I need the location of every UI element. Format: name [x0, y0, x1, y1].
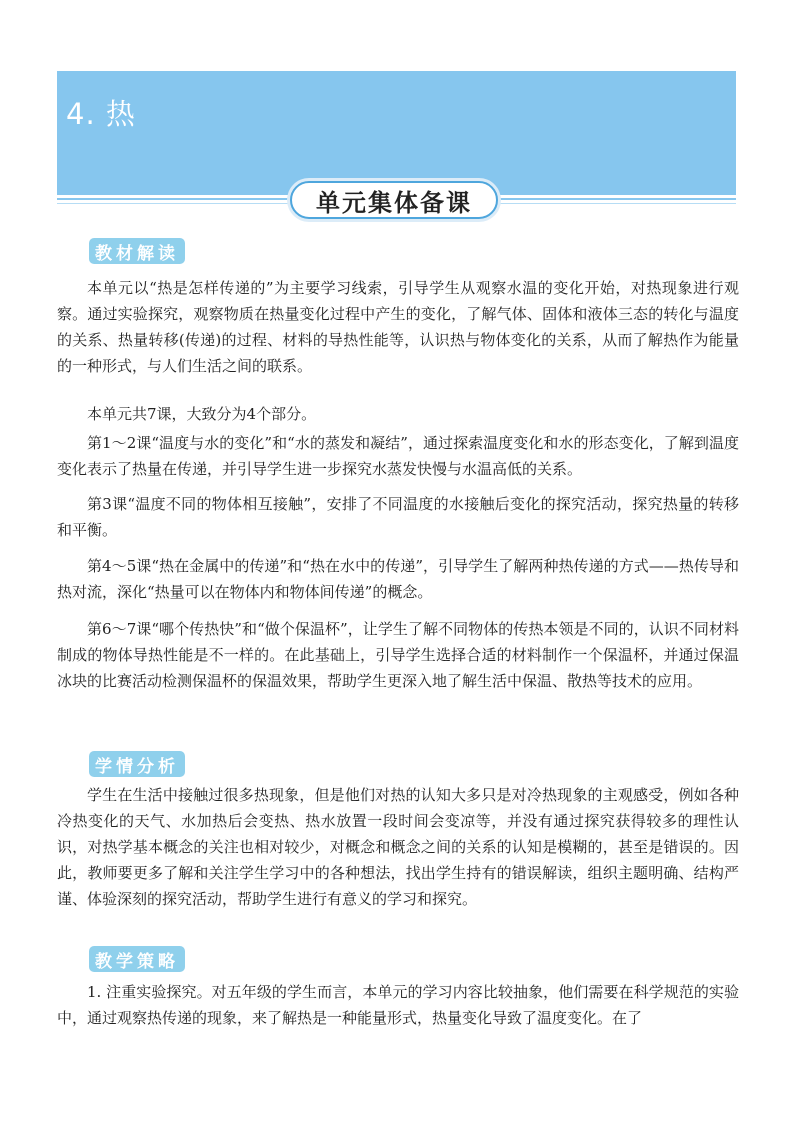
- section-heading-text: 单元集体备课: [316, 188, 472, 217]
- paragraph: 第6～7课“哪个传热快”和“做个保温杯”，让学生了解不同物体的传热本领是不同的，认识不同材料制成的物体导热性能是不一样的。在此基础上，引导学生选择合适的材料制作一个保温杯，并通过保温冰块的比赛活动检测保温杯的保温效果，帮助学生更深入地了解生活中保温、散热等技术的应用。: [57, 620, 739, 690]
- section-label-teaching-strategy: 教学策略: [89, 946, 185, 972]
- paragraph: 本单元共7课，大致分为4个部分。: [87, 405, 317, 423]
- paragraph: 本单元以“热是怎样传递的”为主要学习线索，引导学生从观察水温的变化开始，对热现象进行观察。通过实验探究，观察物质在热量变化过程中产生的变化，了解气体、固体和液体三态的转化与温度的关系、热量转移(传递)的过程、材料的导热性能等，认识热与物体变化的关系，从而了解热作为能量的一种形式，与人们生活之间的联系。: [57, 279, 739, 375]
- title-banner: [57, 71, 736, 195]
- paragraph: 学生在生活中接触过很多热现象，但是他们对热的认知大多只是对冷热现象的主观感受，例如各种冷热变化的天气、水加热后会变热、热水放置一段时间会变凉等，并没有通过探究获得较多的理性认识，对热学基本概念的关注也相对较少，对概念和概念之间的关系的认知是模糊的，甚至是错误的。因此，教师要更多了解和关注学生学习中的各种想法，找出学生持有的错误解读，组织主题明确、结构严谨、体验深刻的探究活动，帮助学生进行有意义的学习和探究。: [57, 786, 739, 908]
- paragraph: 第4～5课“热在金属中的传递”和“热在水中的传递”，引导学生了解两种热传递的方式——热传导和热对流，深化“热量可以在物体内和物体间传递”的概念。: [57, 557, 739, 601]
- unit-title: 4. 热: [66, 97, 136, 131]
- section-label-textbook: 教材解读: [89, 238, 185, 264]
- section-heading: [290, 181, 498, 219]
- paragraph: 1. 注重实验探究。对五年级的学生而言，本单元的学习内容比较抽象，他们需要在科学规范的实验中，通过观察热传递的现象，来了解热是一种能量形式，热量变化导致了温度变化。在了: [57, 983, 739, 1027]
- paragraph: 第1～2课“温度与水的变化”和“水的蒸发和凝结”，通过探索温度变化和水的形态变化，了解到温度变化表示了热量在传递，并引导学生进一步探究水蒸发快慢与水温高低的关系。: [57, 434, 739, 478]
- section-label-learner-analysis: 学情分析: [89, 751, 185, 777]
- paragraph: 第3课“温度不同的物体相互接触”，安排了不同温度的水接触后变化的探究活动，探究热量的转移和平衡。: [57, 495, 739, 539]
